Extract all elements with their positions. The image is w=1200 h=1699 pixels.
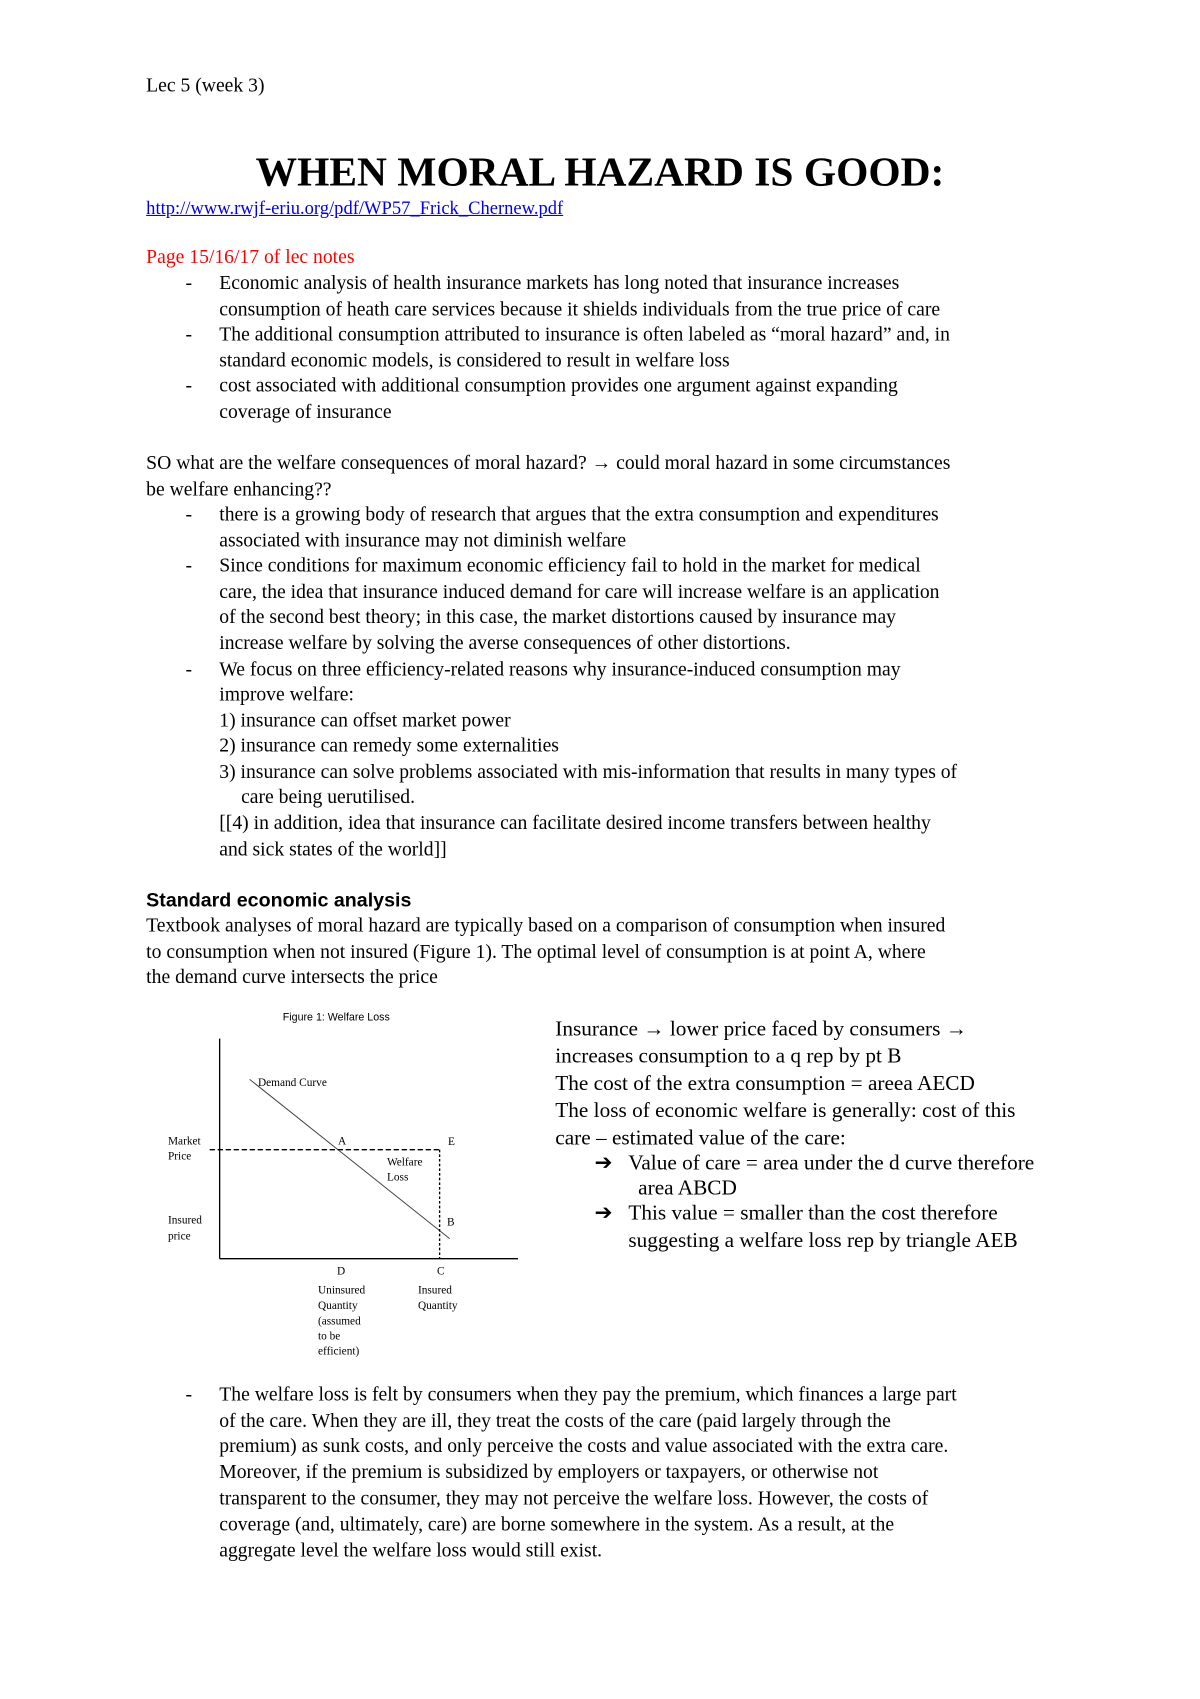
uninsured-quantity-label: (assumed xyxy=(318,1314,362,1327)
insured-quantity-label: Quantity xyxy=(418,1299,458,1312)
market-price-label: Market xyxy=(168,1134,202,1147)
page-title: WHEN MORAL HAZARD IS GOOD: xyxy=(255,149,945,196)
bullet-line: associated with insurance may not diminish welfare xyxy=(219,529,627,551)
bullet-line: premium) as sunk costs, and only perceive the costs and value associated with the extra care. xyxy=(219,1434,949,1457)
source-link[interactable]: http://www.rwjf-eriu.org/pdf/WP57_Frick_Chernew.pdf xyxy=(146,197,564,219)
bullet-line: The welfare loss is felt by consumers when they pay the premium, which finances a large part xyxy=(219,1383,957,1406)
question-line: SO what are the welfare consequences of moral hazard? → could moral hazard in some circumstances xyxy=(146,451,951,474)
uninsured-quantity-label: to be xyxy=(318,1330,341,1343)
question-line: be welfare enhancing?? xyxy=(146,477,332,500)
insured-price-label: Insured xyxy=(168,1214,203,1227)
bullet-line: of the care. When they are ill, they treat the costs of the care (paid largely through the xyxy=(219,1409,891,1432)
arrow-note-line: area ABCD xyxy=(638,1177,737,1200)
uninsured-quantity-label: Quantity xyxy=(318,1299,358,1312)
bullet-line: care, the idea that insurance induced demand for care will increase welfare is an application xyxy=(219,580,940,603)
figure-note-line: care – estimated value of the care: xyxy=(555,1126,846,1150)
bullet-line: consumption of heath care services because it shields individuals from the true price of care xyxy=(219,297,941,320)
arrow-note-line: Value of care = area under the d curve therefore xyxy=(628,1151,1035,1175)
lecture-label: Lec 5 (week 3) xyxy=(146,74,265,96)
bullet-line: 3) insurance can solve problems associated with mis-information that results in many types of xyxy=(219,760,958,783)
bullet-line: Economic analysis of health insurance markets has long noted that insurance increases xyxy=(219,271,900,294)
welfare-loss-label: Loss xyxy=(387,1170,409,1183)
figure-note-line: The loss of economic welfare is generally: cost of this xyxy=(555,1099,1016,1123)
bullet-line: there is a growing body of research that argues that the extra consumption and expenditures xyxy=(219,502,939,525)
point-c: C xyxy=(437,1264,445,1277)
section-text-line: Textbook analyses of moral hazard are typically based on a comparison of consumption when insured xyxy=(146,914,946,936)
bullet-dash: - xyxy=(185,271,192,294)
bullet-line: coverage of insurance xyxy=(219,400,392,423)
insured-price-label: price xyxy=(168,1230,191,1243)
bullet-line: aggregate level the welfare loss would still exist. xyxy=(219,1539,603,1562)
bullet-line: We focus on three efficiency-related reasons why insurance-induced consumption may xyxy=(219,657,901,680)
insured-quantity-label: Insured xyxy=(418,1284,453,1297)
page-reference: Page 15/16/17 of lec notes xyxy=(146,245,355,268)
figure-note-line: increases consumption to a q rep by pt B xyxy=(555,1045,902,1068)
welfare-loss-label: Welfare xyxy=(387,1155,423,1168)
bullet-line: 1) insurance can offset market power xyxy=(219,709,511,731)
bullet-line: improve welfare: xyxy=(219,682,354,705)
bullet-dash: - xyxy=(185,657,192,680)
section-text-line: the demand curve intersects the price xyxy=(146,965,438,988)
bullet-line: [[4) in addition, idea that insurance can facilitate desired income transfers between healthy xyxy=(219,811,931,834)
bullet-line: Moreover, if the premium is subsidized by employers or taxpayers, or otherwise not xyxy=(219,1460,879,1483)
point-b: B xyxy=(447,1215,455,1228)
bullet-line: 2) insurance can remedy some externalities xyxy=(219,734,559,756)
bullet-line: and sick states of the world]] xyxy=(219,837,447,860)
arrow-note-line: This value = smaller than the cost therefore xyxy=(628,1202,998,1226)
bullet-line: standard economic models, is considered to result in welfare loss xyxy=(219,349,730,371)
arrow-bullet-icon: ➔ xyxy=(594,1151,613,1175)
bullet-line: increase welfare by solving the averse consequences of other distortions. xyxy=(219,631,791,654)
bullet-dash: - xyxy=(185,554,192,576)
bullet-line: cost associated with additional consumption provides one argument against expanding xyxy=(219,374,898,396)
uninsured-quantity-label: Uninsured xyxy=(318,1284,366,1297)
arrow-note-line: suggesting a welfare loss rep by triangle AEB xyxy=(628,1229,1018,1253)
bullet-line: coverage (and, ultimately, care) are borne somewhere in the system. As a result, at the xyxy=(219,1513,895,1535)
bullet-line: care being uerutilised. xyxy=(241,785,416,808)
figure-welfare-loss xyxy=(140,1000,560,1380)
bullet-line: transparent to the consumer, they may not perceive the welfare loss. However, the costs of xyxy=(219,1486,929,1509)
bullet-dash: - xyxy=(185,374,192,396)
bullet-dash: - xyxy=(185,1383,192,1406)
point-a: A xyxy=(338,1134,347,1147)
arrow-bullet-icon: ➔ xyxy=(594,1202,613,1226)
figure-note-line: Insurance → lower price faced by consumers → xyxy=(555,1017,967,1041)
section-text-line: to consumption when not insured (Figure 1). The optimal level of consumption is at point A, where xyxy=(146,940,926,963)
demand-curve-label: Demand Curve xyxy=(258,1076,328,1089)
point-e: E xyxy=(448,1135,456,1148)
point-d: D xyxy=(337,1264,346,1277)
bullet-dash: - xyxy=(185,322,192,345)
bullet-dash: - xyxy=(185,502,192,525)
section-heading: Standard economic analysis xyxy=(146,889,412,911)
figure-title: Figure 1: Welfare Loss xyxy=(283,1011,391,1024)
bullet-line: of the second best theory; in this case, the market distortions caused by insurance may xyxy=(219,605,897,628)
figure-note-line: The cost of the extra consumption = areea AECD xyxy=(555,1072,975,1096)
bullet-line: The additional consumption attributed to insurance is often labeled as “moral hazard” and, in xyxy=(219,322,950,345)
bullet-line: Since conditions for maximum economic efficiency fail to hold in the market for medical xyxy=(219,554,921,576)
market-price-label: Price xyxy=(168,1150,192,1163)
uninsured-quantity-label: efficient) xyxy=(318,1344,360,1357)
